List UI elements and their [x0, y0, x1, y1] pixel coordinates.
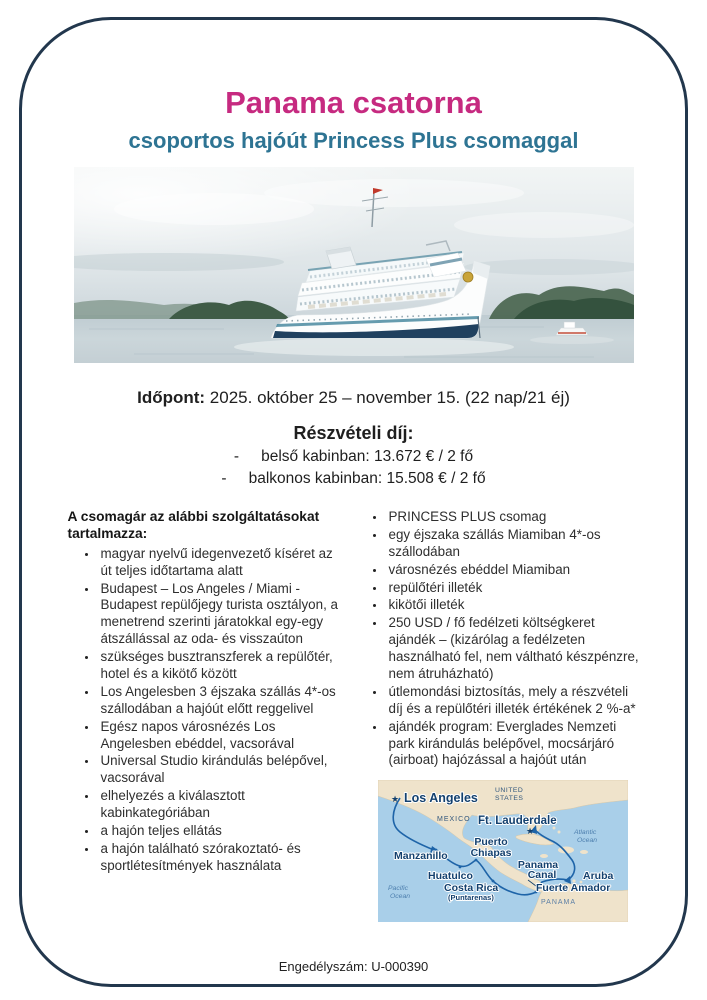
service-list-item: • Universal Studio kirándulás belépővel, vacsorával — [98, 753, 344, 787]
cruise-ship-illustration — [74, 167, 634, 363]
services-heading: A csomagár az alábbi szolgáltatásokat tartalmazza: — [67, 509, 320, 542]
price-item-dash: - — [221, 470, 227, 487]
map-label-aruba: Aruba — [582, 870, 613, 883]
package-list-item: • kikötői illeték — [386, 597, 640, 614]
map-label-ft-lauderdale: Ft. Lauderdale — [477, 815, 557, 828]
package-list-item: • PRINCESS PLUS csomag — [386, 509, 640, 526]
license-number: Engedélyszám: U-000390 — [278, 959, 429, 974]
map-label-huatulco: Huatulco — [427, 870, 473, 883]
map-label-chiapas: Chiapas — [470, 847, 511, 860]
service-list-item: • Budapest – Los Angeles / Miami - Budapest repülőjegy turista osztályon, a menetrend szerinti járatokkal egy-egy átszállással az oda- és visszaúton — [98, 581, 344, 649]
package-list-item: • egy éjszaka szállás Miamiban 4*-os szállodában — [386, 527, 640, 561]
map-label-panama-country: PANAMA — [540, 899, 576, 907]
price-heading: Részvételi díj: — [293, 423, 414, 443]
map-label-manzanillo: Manzanillo — [393, 850, 448, 863]
route-map-image — [378, 780, 628, 922]
details-columns — [68, 508, 640, 922]
service-list-item: • Los Angelesben 3 éjszaka szállás 4*-os szállodában a hajóút előtt reggelivel — [98, 684, 344, 718]
map-label-panama: Panama — [517, 859, 558, 872]
package-list-item: • 250 USD / fő fedélzeti költségkeret ajándék – (kizárólag a fedélzeten használható fel, nem váltható készpénzre, nem átruházható) — [386, 615, 640, 683]
price-item-text: balkonos kabinban: 15.508 € / 2 fő — [248, 470, 486, 487]
map-label-states: STATES — [494, 795, 523, 803]
los-angeles-star-icon: ★ — [390, 794, 399, 805]
map-label-puerto: Puerto — [473, 836, 508, 849]
map-label-fuerte-amador: Fuerte Amador — [535, 882, 610, 895]
package-list-item: • repülőtéri illeték — [386, 580, 640, 597]
map-label-atlantic: Atlantic — [573, 829, 596, 837]
included-services-column — [68, 508, 344, 876]
map-label-pacific: Pacific — [387, 885, 408, 893]
cruise-ship-photo — [74, 167, 634, 363]
service-list-item: • szükséges busztranszferek a repülőtér, hotel és a kikötő között — [98, 649, 344, 683]
map-label-los-angeles: Los Angeles — [403, 791, 478, 806]
price-item — [0, 470, 707, 488]
ft-lauderdale-star-icon: ★ — [525, 826, 534, 837]
map-label-mexico: MEXICO — [436, 816, 471, 824]
map-label-puntarenas: (Puntarenas) — [447, 893, 494, 903]
route-map — [378, 780, 628, 922]
price-item-dash: - — [233, 448, 240, 465]
service-list-item: • a hajón található szórakoztató- és sportlétesítmények használata — [98, 841, 344, 875]
date-line — [0, 388, 707, 408]
map-label-costa-rica: Costa Rica — [443, 882, 498, 895]
plus-package-column — [344, 508, 640, 922]
date-label: Időpont: — [137, 388, 206, 407]
price-list — [0, 448, 707, 488]
map-label-pacific-ocean: Ocean — [389, 893, 410, 901]
date-value: 2025. október 25 – november 15. (22 nap/21 éj) — [205, 388, 570, 407]
service-list-item: • elhelyezés a kiválasztott kabinkategóriában — [98, 788, 344, 822]
package-list-item: • útlemondási biztosítás, mely a részvételi díj és a repülőtéri illeték értékének 2 %-a* — [386, 684, 640, 718]
package-list-item: • városnézés ebéddel Miamiban — [386, 562, 640, 579]
map-label-united: UNITED — [494, 787, 523, 795]
map-label-canal: Canal — [527, 869, 556, 882]
service-list-item: • a hajón teljes ellátás — [98, 823, 344, 840]
package-list — [356, 509, 640, 769]
map-label-atlantic-ocean: Ocean — [576, 837, 597, 845]
page-title: Panama csatorna — [225, 85, 482, 120]
price-item-text: belső kabinban: 13.672 € / 2 fő — [261, 448, 474, 465]
page-subtitle: csoportos hajóút Princess Plus csomaggal — [128, 128, 579, 153]
service-list-item: • Egész napos városnézés Los Angelesben ebéddel, vacsorával — [98, 719, 344, 753]
package-list-item: • ajándék program: Everglades Nemzeti park kirándulás belépővel, mocsárjáró (airboat) hajózással a hajóút után — [386, 719, 640, 770]
service-list-item: • magyar nyelvű idegenvezető kíséret az út teljes időtartama alatt — [98, 546, 344, 580]
price-item — [0, 448, 707, 466]
services-list — [68, 546, 344, 875]
